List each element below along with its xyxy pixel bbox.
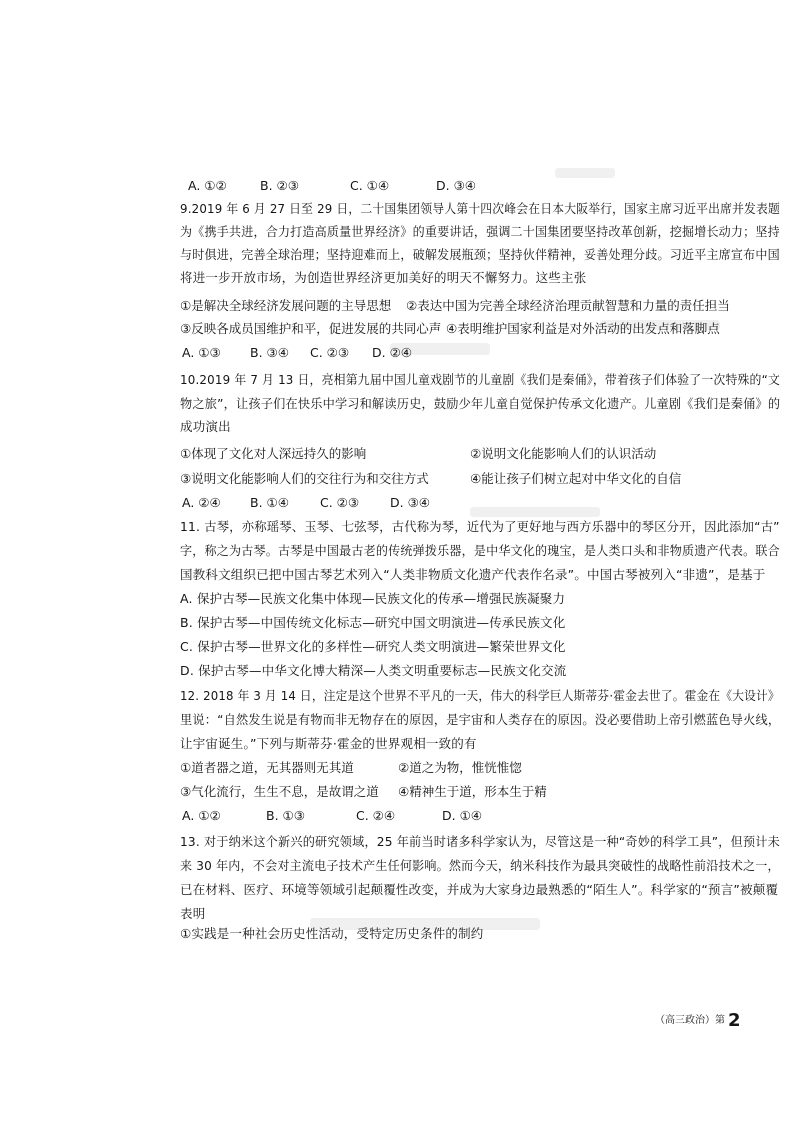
q10-item-3: ③说明文化能影响人们的交往行为和交往方式	[180, 471, 429, 486]
q10-option-a: A. ②④	[182, 495, 221, 510]
q12-item-4: ④精神生于道，形本生于精	[398, 784, 547, 799]
scan-smudge	[555, 168, 615, 178]
q11-option-c: C. 保护古琴—世界文化的多样性—研究人类文明演进—繁荣世界文化	[180, 639, 566, 654]
q11-option-a: A. 保护古琴—民族文化集中体现—民族文化的传承—增强民族凝聚力	[180, 591, 566, 606]
q11-option-b: B. 保护古琴—中国传统文化标志—研究中国文明演进—传承民族文化	[180, 615, 566, 630]
q10-option-d: D. ③④	[390, 495, 430, 510]
q12-stem-line: 里说：“自然发生说是有物而非无物存在的原因，是宇宙和人类存在的原因。没必要借助上帝引燃蓝色导火线，	[180, 712, 781, 727]
q11-stem-line: 字，称之为古琴。古琴是中国最古老的传统弹拨乐器，是中华文化的瑰宝，是人类口头和非物质遗产代表。联合	[180, 543, 780, 558]
q12-option-b: B. ①③	[266, 808, 305, 823]
q12-option-a: A. ①②	[182, 808, 221, 823]
q12-item-2: ②道之为物，惟恍惟惚	[398, 760, 522, 775]
q10-item-2: ②说明文化能影响人们的认识活动	[470, 446, 657, 461]
q10-stem-line: 物之旅”，让孩子们在快乐中学习和解读历史，鼓励少年儿童自觉保护传承文化遗产。儿童剧《我们是秦俑》的	[180, 396, 781, 411]
q12-stem-line: 12. 2018 年 3 月 14 日，注定是这个世界不平凡的一天，伟大的科学巨人斯蒂芬·霍金去世了。霍金在《大设计》	[180, 688, 780, 703]
q8-option-d: D. ③④	[436, 178, 476, 193]
q9-option-c: C. ②③	[310, 345, 350, 360]
q13-stem-line: 来 30 年内，不会对主流电子技术产生任何影响。然而今天，纳米科技作为最具突破性的战略性前沿技术之一，	[180, 858, 780, 873]
q12-option-d: D. ①④	[442, 808, 482, 823]
page-number: 2	[728, 1010, 741, 1031]
q9-item-3: ③反映各成员国维护和平，促进发展的共同心声	[180, 321, 442, 336]
q9-stem-line: 将进一步开放市场，为创造世界经济更加美好的明天不懈努力。这些主张	[180, 270, 587, 285]
q11-stem-line: 11. 古琴，亦称瑶琴、玉琴、七弦琴，古代称为琴，近代为了更好地与西方乐器中的琴区分开，因此添加“古”	[180, 519, 780, 534]
footer-label: （高三政治）第	[655, 1015, 725, 1026]
q12-stem-line: 让宇宙诞生。”下列与斯蒂芬·霍金的世界观相一致的有	[180, 736, 477, 751]
q13-item-1: ①实践是一种社会历史性活动，受特定历史条件的制约	[180, 926, 484, 941]
q12-option-c: C. ②④	[356, 808, 396, 823]
q12-item-1: ①道者器之道，无其器则无其道	[180, 760, 354, 775]
q9-option-a: A. ①③	[182, 345, 221, 360]
page-footer	[655, 1012, 741, 1030]
q13-stem-line: 13. 对于纳米这个新兴的研究领域，25 年前当时诸多科学家认为，尽管这是一种“奇妙的科学工具”，但预计未	[180, 834, 781, 849]
q10-option-b: B. ①④	[250, 495, 289, 510]
q9-stem-line: 为《携手共进，合力打造高质量世界经济》的重要讲话，强调二十国集团要坚持改革创新，挖掘增长动力；坚持	[180, 224, 780, 239]
q10-stem-line: 10.2019 年 7 月 13 日，亮相第九届中国儿童戏剧节的儿童剧《我们是秦俑》，带着孩子们体验了一次特殊的“文	[180, 372, 781, 387]
q9-stem-line: 9.2019 年 6 月 27 日至 29 日，二十国集团领导人第十四次峰会在日本大阪举行，国家主席习近平出席并发表题	[180, 201, 781, 216]
q10-stem-line: 成功演出	[180, 419, 231, 434]
q8-option-c: C. ①④	[350, 178, 390, 193]
q9-item-4: ④表明维护国家利益是对外活动的出发点和落脚点	[446, 321, 720, 336]
q8-option-a: A. ①②	[188, 178, 227, 193]
q10-option-c: C. ②③	[320, 495, 360, 510]
q11-option-d: D. 保护古琴—中华文化博大精深—人类文明重要标志—民族文化交流	[180, 663, 567, 678]
q13-stem-line: 已在材料、医疗、环境等领域引起颠覆性改变，并成为大家身边最熟悉的“陌生人”。科学家的“预言”被颠覆	[180, 882, 779, 897]
q9-option-b: B. ③④	[250, 345, 289, 360]
q9-item-2: ②表达中国为完善全球经济治理贡献智慧和力量的责任担当	[406, 298, 730, 313]
q8-option-b: B. ②③	[260, 178, 299, 193]
scan-smudge	[470, 507, 600, 517]
q9-stem-line: 与时俱进，完善全球治理；坚持迎难而上，破解发展瓶颈；坚持伙伴精神，妥善处理分歧。习近平主席宣布中国	[180, 247, 780, 262]
q9-option-d: D. ②④	[372, 345, 412, 360]
q11-stem-line: 国教科文组织已把中国古琴艺术列入“人类非物质文化遗产代表作名录”。中国古琴被列入“非遗”，是基于	[180, 567, 766, 582]
q13-stem-line: 表明	[180, 906, 206, 921]
q9-item-1: ①是解决全球经济发展问题的主导思想	[180, 298, 392, 313]
q10-item-1: ①体现了文化对人深远持久的影响	[180, 446, 367, 461]
q12-item-3: ③气化流行，生生不息，是故谓之道	[180, 784, 379, 799]
q10-item-4: ④能让孩子们树立起对中华文化的自信	[470, 471, 682, 486]
